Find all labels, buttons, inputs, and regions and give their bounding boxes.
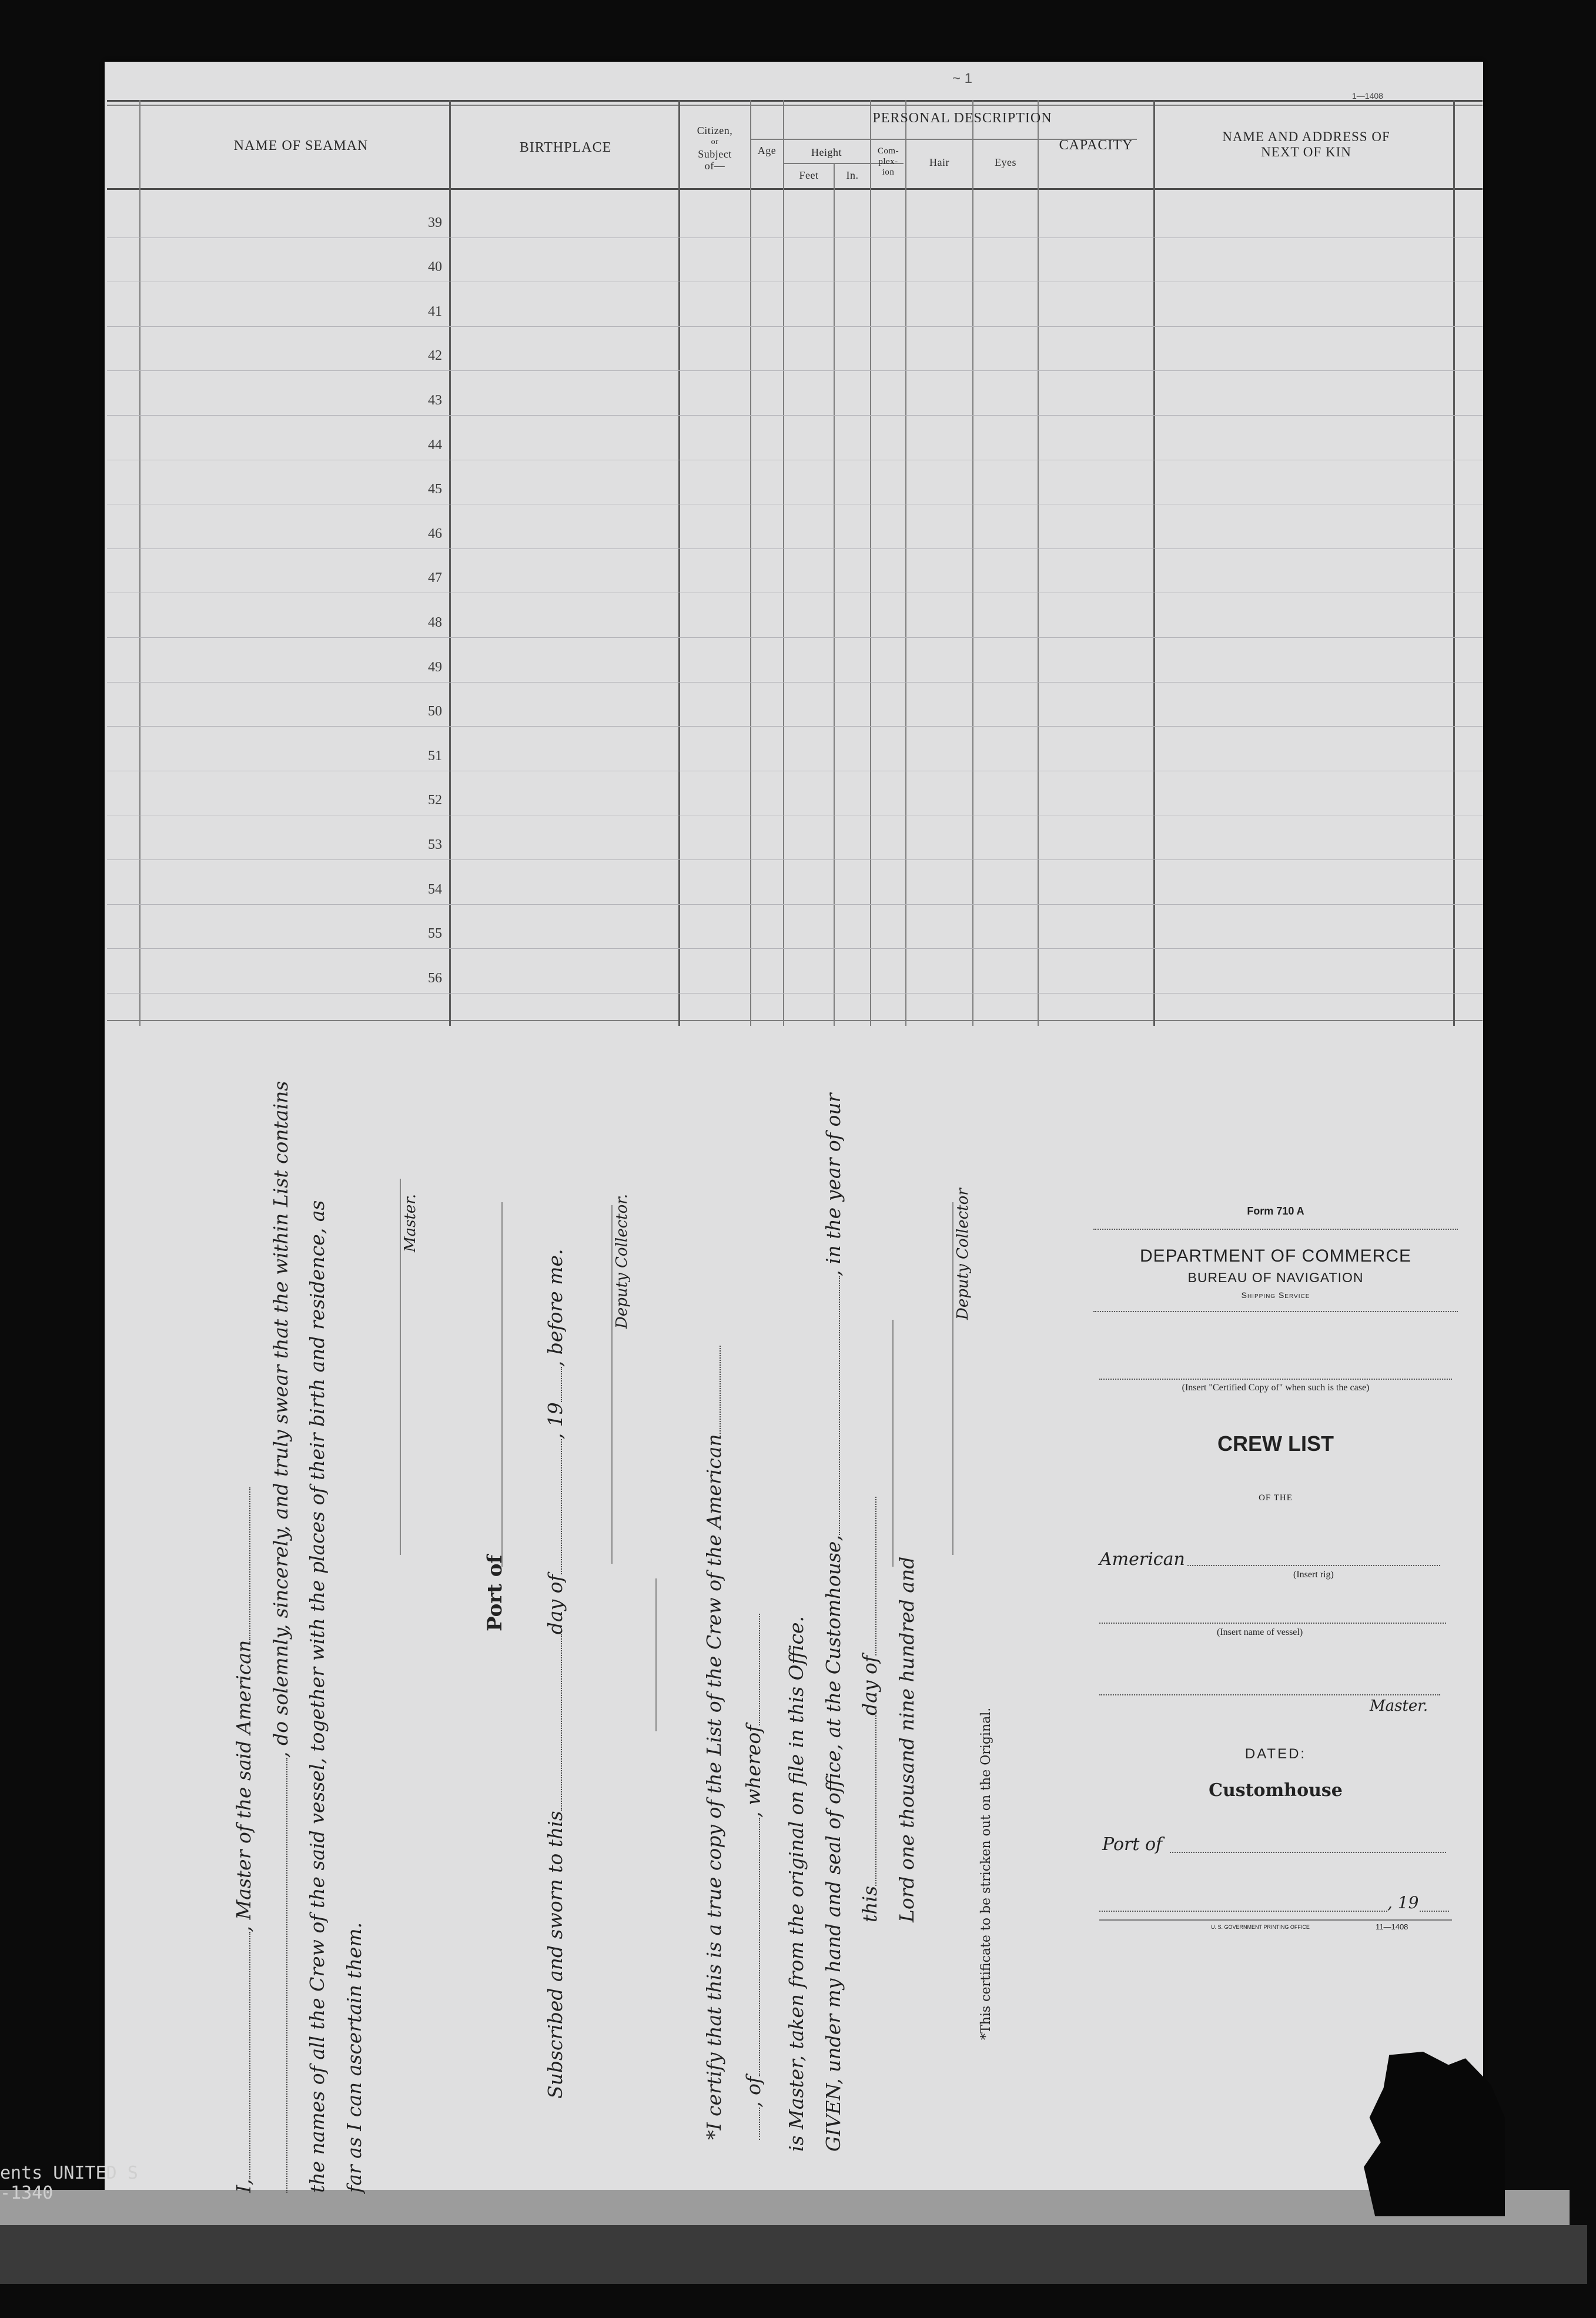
subscribed-text-a: Subscribed and sworn to this bbox=[544, 1811, 567, 2099]
subscribed-text-b: day of bbox=[544, 1574, 567, 1635]
certify-text-a: *I certify that this is a true copy of the List of the Crew of the American bbox=[702, 1434, 725, 2140]
header-inches: In. bbox=[846, 169, 859, 181]
edge-text-line-2: -1340 bbox=[0, 2183, 53, 2203]
oath-line-4-text: far as I can ascertain them. bbox=[343, 1922, 366, 2193]
header-next-of-kin bbox=[1165, 129, 1447, 160]
given-line-1 bbox=[822, 1093, 845, 2152]
given-text-c: this bbox=[858, 1885, 881, 1922]
header-citizen-line-3: Subject bbox=[698, 148, 732, 160]
printing-office: U. S. GOVERNMENT PRINTING OFFICE bbox=[1211, 1924, 1310, 1930]
jacket-date-line bbox=[1099, 1911, 1387, 1912]
table-row bbox=[107, 859, 1483, 860]
col-line-capacity bbox=[1153, 100, 1155, 1026]
oath-line-1-text: , Master of the said American bbox=[232, 1640, 255, 1932]
row-number: 46 bbox=[428, 526, 442, 541]
crew-list-title: CREW LIST bbox=[1217, 1431, 1334, 1456]
header-capacity: CAPACITY bbox=[1059, 138, 1133, 153]
table-top-rule-inner bbox=[107, 105, 1483, 106]
oath-line-3-text: the names of all the Crew of the said vessel, together with the places of their birth and residence, as bbox=[306, 1200, 329, 2193]
subscribed-blank-month bbox=[548, 1439, 562, 1574]
top-pencil-mark: ~ 1 bbox=[952, 71, 973, 86]
col-line-eyes bbox=[1038, 100, 1039, 1026]
row-number: 55 bbox=[428, 926, 442, 942]
col-line-margin bbox=[139, 100, 140, 1026]
certify-blank-vessel bbox=[707, 1346, 721, 1434]
col-line-hair bbox=[972, 100, 973, 1026]
table-row bbox=[107, 548, 1483, 549]
table-bottom-rule bbox=[107, 1020, 1483, 1021]
insert-vessel-note: (Insert name of vessel) bbox=[1217, 1627, 1303, 1637]
certify-line-3 bbox=[785, 1616, 808, 2152]
header-citizen-line-1: Citizen, bbox=[697, 125, 733, 136]
jacket-year-label: , 19 bbox=[1387, 1893, 1419, 1912]
deputy-collector-label-2: Deputy Collector bbox=[954, 1188, 972, 1320]
row-number: 51 bbox=[428, 748, 442, 764]
jacket-top-rule bbox=[1093, 1229, 1458, 1230]
header-next-of-kin-line-2: NEXT OF KIN bbox=[1261, 145, 1351, 159]
certificate-footnote: *This certificate to be stricken out on the Original. bbox=[979, 1707, 993, 2040]
row-number: 44 bbox=[428, 437, 442, 453]
given-year-line bbox=[892, 1320, 894, 1567]
subscribed-text-c: , 19 bbox=[544, 1402, 567, 1440]
jacket-rule-2 bbox=[1093, 1311, 1458, 1312]
header-complexion-line-1: Com- bbox=[877, 146, 899, 156]
row-number: 45 bbox=[428, 481, 442, 497]
jacket-port-of-label: Port of bbox=[1102, 1834, 1163, 1855]
row-number: 54 bbox=[428, 881, 442, 897]
header-citizen-line-4: of— bbox=[704, 160, 725, 172]
row-number: 56 bbox=[428, 970, 442, 986]
header-birthplace: BIRTHPLACE bbox=[519, 140, 612, 155]
given-line-2 bbox=[858, 1497, 881, 1922]
oath-line-3 bbox=[306, 1200, 329, 2193]
department-title: DEPARTMENT OF COMMERCE bbox=[1139, 1246, 1412, 1266]
col-line-complexion bbox=[905, 100, 906, 1026]
certified-copy-line bbox=[1099, 1379, 1452, 1380]
scan-background-strip bbox=[0, 2225, 1587, 2284]
cover-jacket bbox=[1088, 1199, 1464, 1964]
col-line-name bbox=[449, 100, 451, 1026]
underlying-page-edge-text bbox=[0, 2163, 138, 2203]
row-number: 39 bbox=[428, 215, 442, 230]
table-top-rule bbox=[107, 100, 1483, 102]
underlying-page-strip bbox=[0, 2190, 1570, 2225]
table-row bbox=[107, 326, 1483, 327]
given-text-a: GIVEN, under my hand and seal of office, at the Customhouse, bbox=[822, 1535, 845, 2152]
table-row bbox=[107, 726, 1483, 727]
customhouse-label: Customhouse bbox=[1209, 1780, 1343, 1801]
subscribed-line bbox=[544, 1249, 567, 2099]
header-eyes: Eyes bbox=[995, 156, 1016, 168]
form-number: Form 710 A bbox=[1247, 1205, 1304, 1217]
col-line-feet bbox=[834, 163, 835, 1026]
service-title: Shipping Service bbox=[1241, 1290, 1310, 1300]
insert-rig-note: (Insert rig) bbox=[1293, 1570, 1334, 1580]
oath-line-1-lead: I, bbox=[232, 2179, 255, 2193]
oath-master-label: Master. bbox=[401, 1193, 419, 1252]
row-number: 48 bbox=[428, 615, 442, 630]
table-row bbox=[107, 637, 1483, 638]
edge-text-line-1: ents UNITED S bbox=[0, 2163, 138, 2183]
col-line-age bbox=[783, 100, 784, 1026]
oath-blank-name bbox=[236, 1932, 250, 2179]
jacket-port-line bbox=[1170, 1852, 1446, 1853]
row-number: 52 bbox=[428, 792, 442, 808]
deputy-collector-line-2 bbox=[952, 1202, 953, 1555]
header-personal-description: PERSONAL DESCRIPTION bbox=[872, 111, 1052, 126]
certify-text-c: , whereof bbox=[742, 1725, 765, 1818]
given-text-e: Lord one thousand nine hundred and bbox=[895, 1556, 918, 1922]
master-signature-line bbox=[400, 1179, 401, 1555]
certify-blank-1 bbox=[746, 2108, 760, 2140]
table-row bbox=[107, 993, 1483, 994]
header-name-of-seaman: NAME OF SEAMAN bbox=[233, 138, 369, 153]
vessel-name-line bbox=[1099, 1623, 1446, 1624]
jacket-bottom-rule bbox=[1099, 1919, 1452, 1921]
header-complexion-line-3: ion bbox=[882, 168, 895, 177]
certify-text-d: is Master, taken from the original on file in this Office. bbox=[785, 1616, 808, 2152]
header-hair: Hair bbox=[929, 156, 949, 168]
row-number: 47 bbox=[428, 570, 442, 586]
header-bottom-rule bbox=[107, 188, 1483, 190]
oath-line-2 bbox=[269, 1081, 292, 2193]
certify-text-b: , of bbox=[742, 2076, 765, 2108]
given-text-b: , in the year of our bbox=[822, 1093, 845, 1277]
header-height: Height bbox=[811, 146, 842, 158]
table-row bbox=[107, 948, 1483, 949]
header-complexion bbox=[871, 146, 905, 178]
row-number: 53 bbox=[428, 837, 442, 852]
row-number: 50 bbox=[428, 704, 442, 720]
deputy-collector-line bbox=[611, 1205, 613, 1564]
row-number: 42 bbox=[428, 348, 442, 364]
subscribed-blank-day bbox=[548, 1634, 562, 1811]
header-age: Age bbox=[757, 145, 777, 156]
separator-line bbox=[655, 1578, 657, 1731]
bureau-title: BUREAU OF NAVIGATION bbox=[1187, 1270, 1364, 1285]
table-row bbox=[107, 370, 1483, 371]
master-name-line bbox=[1099, 1694, 1440, 1695]
table-row bbox=[107, 415, 1483, 416]
table-row bbox=[107, 904, 1483, 905]
print-code: 11—1408 bbox=[1376, 1922, 1408, 1931]
col-line-kin bbox=[1453, 100, 1455, 1026]
oath-line-2-text: , do solemnly, sincerely, and truly swear that the within List contains bbox=[269, 1081, 292, 1758]
certify-blank-port bbox=[746, 1818, 760, 2076]
oath-line-4 bbox=[343, 1922, 366, 2193]
header-feet: Feet bbox=[799, 169, 819, 181]
table-row bbox=[107, 682, 1483, 683]
oath-line-1 bbox=[232, 1487, 255, 2193]
certify-blank-master bbox=[746, 1614, 760, 1725]
col-line-birthplace bbox=[678, 100, 680, 1026]
certify-line-1 bbox=[702, 1346, 725, 2140]
given-blank-place bbox=[826, 1276, 840, 1535]
header-complexion-line-2: plex- bbox=[878, 157, 898, 166]
header-citizen bbox=[680, 125, 750, 172]
port-of-line bbox=[501, 1202, 503, 1567]
given-text-d: day of bbox=[858, 1655, 881, 1715]
dated-label: DATED: bbox=[1244, 1746, 1307, 1762]
given-blank-day bbox=[862, 1715, 876, 1886]
form-code: 1—1408 bbox=[1352, 91, 1383, 101]
port-of-label: Port of bbox=[483, 1554, 507, 1631]
oath-blank-line2 bbox=[273, 1758, 287, 2193]
col-line-citizen bbox=[750, 100, 751, 1026]
header-next-of-kin-line-1: NAME AND ADDRESS OF bbox=[1222, 129, 1390, 144]
jacket-year-line bbox=[1420, 1911, 1449, 1912]
jacket-master-label: Master. bbox=[1370, 1697, 1428, 1715]
american-label: American bbox=[1099, 1549, 1185, 1570]
row-number: 40 bbox=[428, 259, 442, 275]
subscribed-text-d: , before me. bbox=[544, 1249, 567, 1367]
given-line-3 bbox=[895, 1557, 918, 1922]
deputy-collector-label: Deputy Collector. bbox=[613, 1193, 631, 1329]
row-number: 49 bbox=[428, 659, 442, 675]
given-blank-month bbox=[862, 1497, 876, 1655]
subscribed-blank-year bbox=[548, 1367, 562, 1402]
certified-copy-note: (Insert "Certified Copy of" when such is the case) bbox=[1182, 1383, 1370, 1393]
crew-table bbox=[107, 100, 1483, 1026]
of-the-label: OF THE bbox=[1259, 1493, 1293, 1503]
row-number: 43 bbox=[428, 393, 442, 408]
header-citizen-line-2: or bbox=[711, 138, 719, 146]
rig-line bbox=[1187, 1565, 1440, 1566]
col-line-height bbox=[870, 100, 871, 1026]
oath-blank-vessel bbox=[236, 1487, 250, 1640]
certify-line-2 bbox=[742, 1614, 765, 2140]
row-number: 41 bbox=[428, 303, 442, 319]
